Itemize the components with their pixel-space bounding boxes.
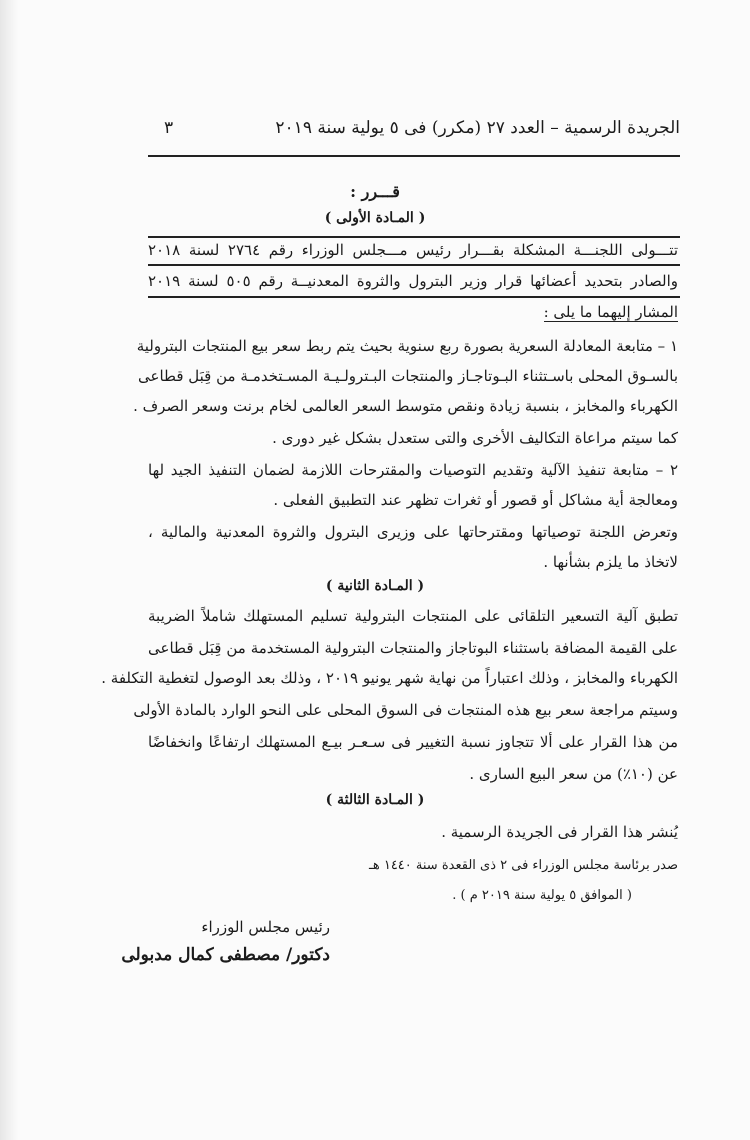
paragraph-line: تطبق آلية التسعير التلقائى على المنتجات البترولية تسليم المستهلك شاملاً الضريبة — [148, 607, 678, 625]
gazette-header-title: الجريدة الرسمية – العدد ٢٧ (مكرر) فى ٥ يولية سنة ٢٠١٩ — [275, 118, 680, 138]
decree-heading: قـــرر : — [350, 182, 400, 201]
box-middle-line — [148, 264, 680, 266]
signatory-name: دكتور/ مصطفى كمال مدبولى — [121, 945, 330, 965]
page-number: ٣ — [164, 118, 174, 138]
paragraph-line: وتعرض اللجنة توصياتها ومقترحاتها على وزيرى البترول والثروة المعدنية والمالية ، — [148, 523, 678, 541]
paragraph-line: وسيتم مراجعة سعر بيع هذه المنتجات فى السوق المحلى على النحو الوارد بالمادة الأولى — [133, 701, 678, 719]
paragraph-line: والصادر بتحديد أعضائها قرار وزير البترول والثروة المعدنيــة رقم ٥٠٥ لسنة ٢٠١٩ — [148, 272, 678, 290]
header-rule — [148, 155, 680, 157]
paragraph-line: كما سيتم مراعاة التكاليف الأخرى والتى ستعدل بشكل غير دورى . — [272, 429, 678, 447]
paragraph-line: الكهرباء والمخابز ، بنسبة زيادة ونقص متوسط السعر العالمى لخام برنت وسعر الصرف . — [133, 397, 678, 415]
paragraph-line: ١ – متابعة المعادلة السعرية بصورة ربع سنوية بحيث يتم ربط سعر بيع المنتجات البترولية — [136, 337, 678, 355]
article-2-heading: ( المـادة الثانية ) — [325, 578, 425, 594]
underlined-text: المشار إليهما ما يلى : — [543, 303, 678, 321]
article-3-heading: ( المـادة الثالثة ) — [325, 792, 425, 808]
issuance-line: صدر برئاسة مجلس الوزراء فى ٢ ذى القعدة سنة ١٤٤٠ هـ — [369, 858, 678, 873]
paragraph-line — [544, 302, 678, 322]
paragraph-line: ومعالجة أية مشاكل أو قصور أو ثغرات تظهر عند التطبيق الفعلى . — [273, 491, 678, 509]
paragraph-line: من هذا القرار على ألا تتجاوز نسبة التغيير فى سـعـر بيـع المستهلك ارتفاعًا وانخفاضًا — [148, 733, 678, 751]
paragraph-line: ٢ – متابعة تنفيذ الآلية وتقديم التوصيات والمقترحات اللازمة لضمان التنفيذ الجيد لها — [148, 461, 678, 479]
page-edge-shadow — [0, 0, 18, 1140]
paragraph-line: الكهرباء والمخابز ، وذلك اعتباراً من نهاية شهر يونيو ٢٠١٩ ، وذلك بعد الوصول لتغطية التكلفة . — [101, 669, 678, 687]
paragraph-line: على القيمة المضافة باستثناء البوتاجاز والمنتجات البترولية المستخدمة من قِبَل قطاعى — [148, 639, 678, 657]
paragraph-line: لاتخاذ ما يلزم بشأنها . — [543, 553, 678, 571]
signatory-title: رئيس مجلس الوزراء — [201, 918, 330, 936]
box-bottom-line — [148, 296, 680, 298]
gregorian-date-line: ( الموافق ٥ يولية سنة ٢٠١٩ م ) . — [452, 888, 632, 903]
article-1-heading: ( المـادة الأولى ) — [324, 210, 426, 226]
box-top-line — [148, 236, 680, 238]
paragraph-line: يُنشر هذا القرار فى الجريدة الرسمية . — [441, 823, 678, 841]
page-header — [150, 118, 680, 148]
paragraph-line: عن (١٠٪) من سعر البيع السارى . — [469, 765, 678, 783]
paragraph-line: بالسـوق المحلى باسـتثناء البـوتاجـاز والمنتجات البـترولـيـة المسـتخدمـة من قِبَل قطاعى — [138, 367, 678, 385]
paragraph-line: تتـــولى اللجنـــة المشكلة بقـــرار رئيس مـــجلس الوزراء رقم ٢٧٦٤ لسنة ٢٠١٨ — [148, 241, 678, 259]
